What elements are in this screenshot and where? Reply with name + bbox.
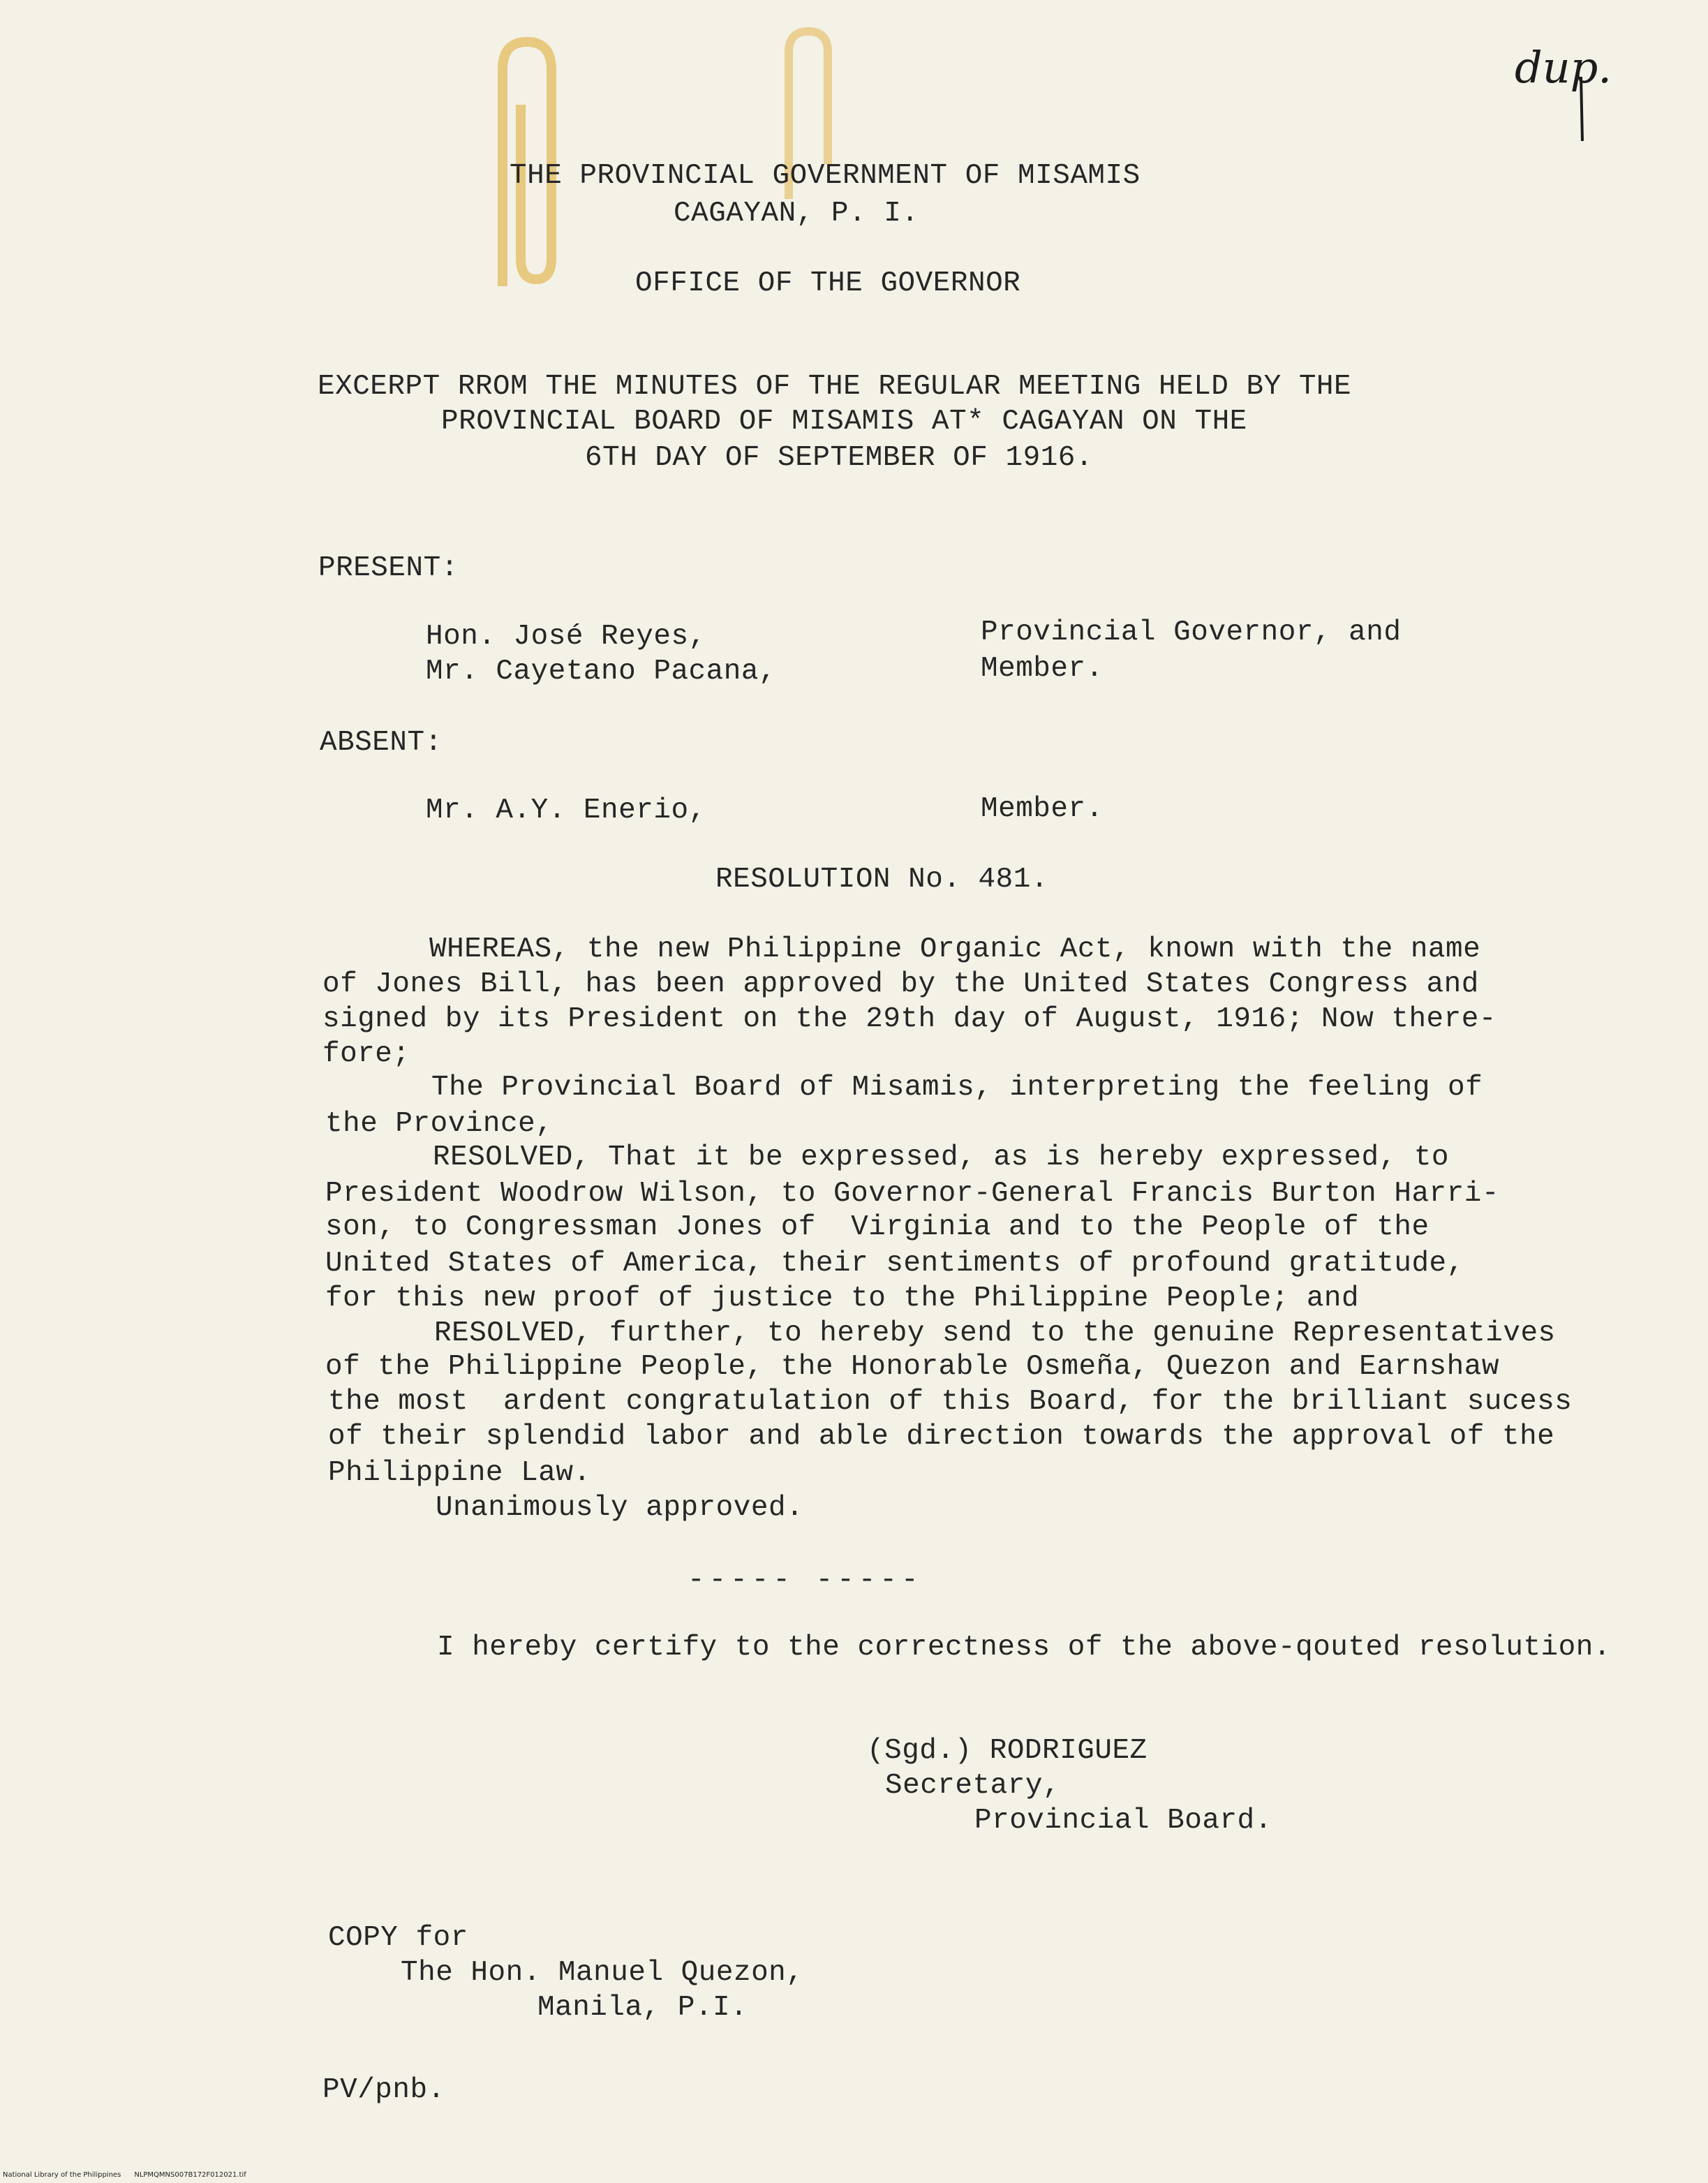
body-line: the Province, bbox=[325, 1108, 554, 1140]
body-line: fore; bbox=[322, 1038, 410, 1070]
body-line: for this new proof of justice to the Philippine People; and bbox=[325, 1282, 1360, 1315]
signature-name: (Sgd.) RODRIGUEZ bbox=[867, 1735, 1148, 1767]
body-line: the most ardent congratulation of this Board, for the brilliant sucess bbox=[328, 1386, 1573, 1418]
present-member-name: Mr. Cayetano Pacana, bbox=[426, 656, 777, 688]
body-line: Philippine Law. bbox=[328, 1457, 591, 1489]
body-line: WHEREAS, the new Philippine Organic Act, known with the name bbox=[429, 933, 1481, 965]
title-line-3: 6TH DAY OF SEPTEMBER OF 1916. bbox=[585, 442, 1094, 474]
copy-label: COPY for bbox=[328, 1922, 468, 1954]
separator: ----- ----- bbox=[688, 1564, 923, 1597]
present-member-role: Member. bbox=[981, 653, 1104, 685]
body-line: of their splendid labor and able direction towards the approval of the bbox=[328, 1421, 1555, 1453]
body-line: United States of America, their sentiments of profound gratitude, bbox=[325, 1248, 1464, 1280]
body-line: of Jones Bill, has been approved by the United States Congress and bbox=[322, 968, 1479, 1000]
signature-office: Provincial Board. bbox=[974, 1805, 1272, 1837]
certification-line: I hereby certify to the correctness of the above-qouted resolution. bbox=[437, 1631, 1611, 1664]
handwritten-note: dup. bbox=[1515, 42, 1612, 93]
present-member-role: Provincial Governor, and bbox=[981, 616, 1402, 649]
body-line: son, to Congressman Jones of Virginia and to the People of the bbox=[325, 1211, 1429, 1243]
body-line: The Provincial Board of Misamis, interpreting the feeling of bbox=[431, 1072, 1483, 1104]
archive-footer: National Library of the Philippines NLPMQMNS007B172F012021.tif bbox=[3, 2171, 246, 2179]
office-heading: OFFICE OF THE GOVERNOR bbox=[635, 267, 1021, 299]
header-line-1: THE PROVINCIAL GOVERNMENT OF MISAMIS bbox=[510, 160, 1141, 192]
absent-label: ABSENT: bbox=[320, 727, 443, 759]
body-line: President Woodrow Wilson, to Governor-General Francis Burton Harri- bbox=[325, 1178, 1499, 1210]
present-label: PRESENT: bbox=[318, 552, 459, 584]
resolution-heading: RESOLUTION No. 481. bbox=[715, 864, 1048, 896]
copy-address: Manila, P.I. bbox=[537, 1992, 748, 2024]
body-line: RESOLVED, That it be expressed, as is hereby expressed, to bbox=[433, 1141, 1450, 1174]
body-line: signed by its President on the 29th day of August, 1916; Now there- bbox=[322, 1003, 1497, 1035]
title-line-1: EXCERPT RROM THE MINUTES OF THE REGULAR MEETING HELD BY THE bbox=[318, 371, 1352, 403]
handwritten-stroke bbox=[1574, 77, 1588, 147]
absent-member-role: Member. bbox=[981, 793, 1104, 825]
copy-recipient: The Hon. Manuel Quezon, bbox=[401, 1957, 804, 1989]
title-line-2: PROVINCIAL BOARD OF MISAMIS AT* CAGAYAN ON THE bbox=[441, 406, 1247, 438]
typist-initials: PV/pnb. bbox=[322, 2074, 445, 2106]
body-line: RESOLVED, further, to hereby send to the genuine Representatives bbox=[434, 1317, 1556, 1349]
body-line: Unanimously approved. bbox=[436, 1492, 804, 1524]
present-member-name: Hon. José Reyes, bbox=[426, 621, 706, 653]
header-line-2: CAGAYAN, P. I. bbox=[674, 198, 919, 230]
absent-member-name: Mr. A.Y. Enerio, bbox=[426, 794, 706, 827]
body-line: of the Philippine People, the Honorable Osmeña, Quezon and Earnshaw bbox=[325, 1351, 1499, 1383]
signature-title: Secretary, bbox=[885, 1770, 1061, 1802]
